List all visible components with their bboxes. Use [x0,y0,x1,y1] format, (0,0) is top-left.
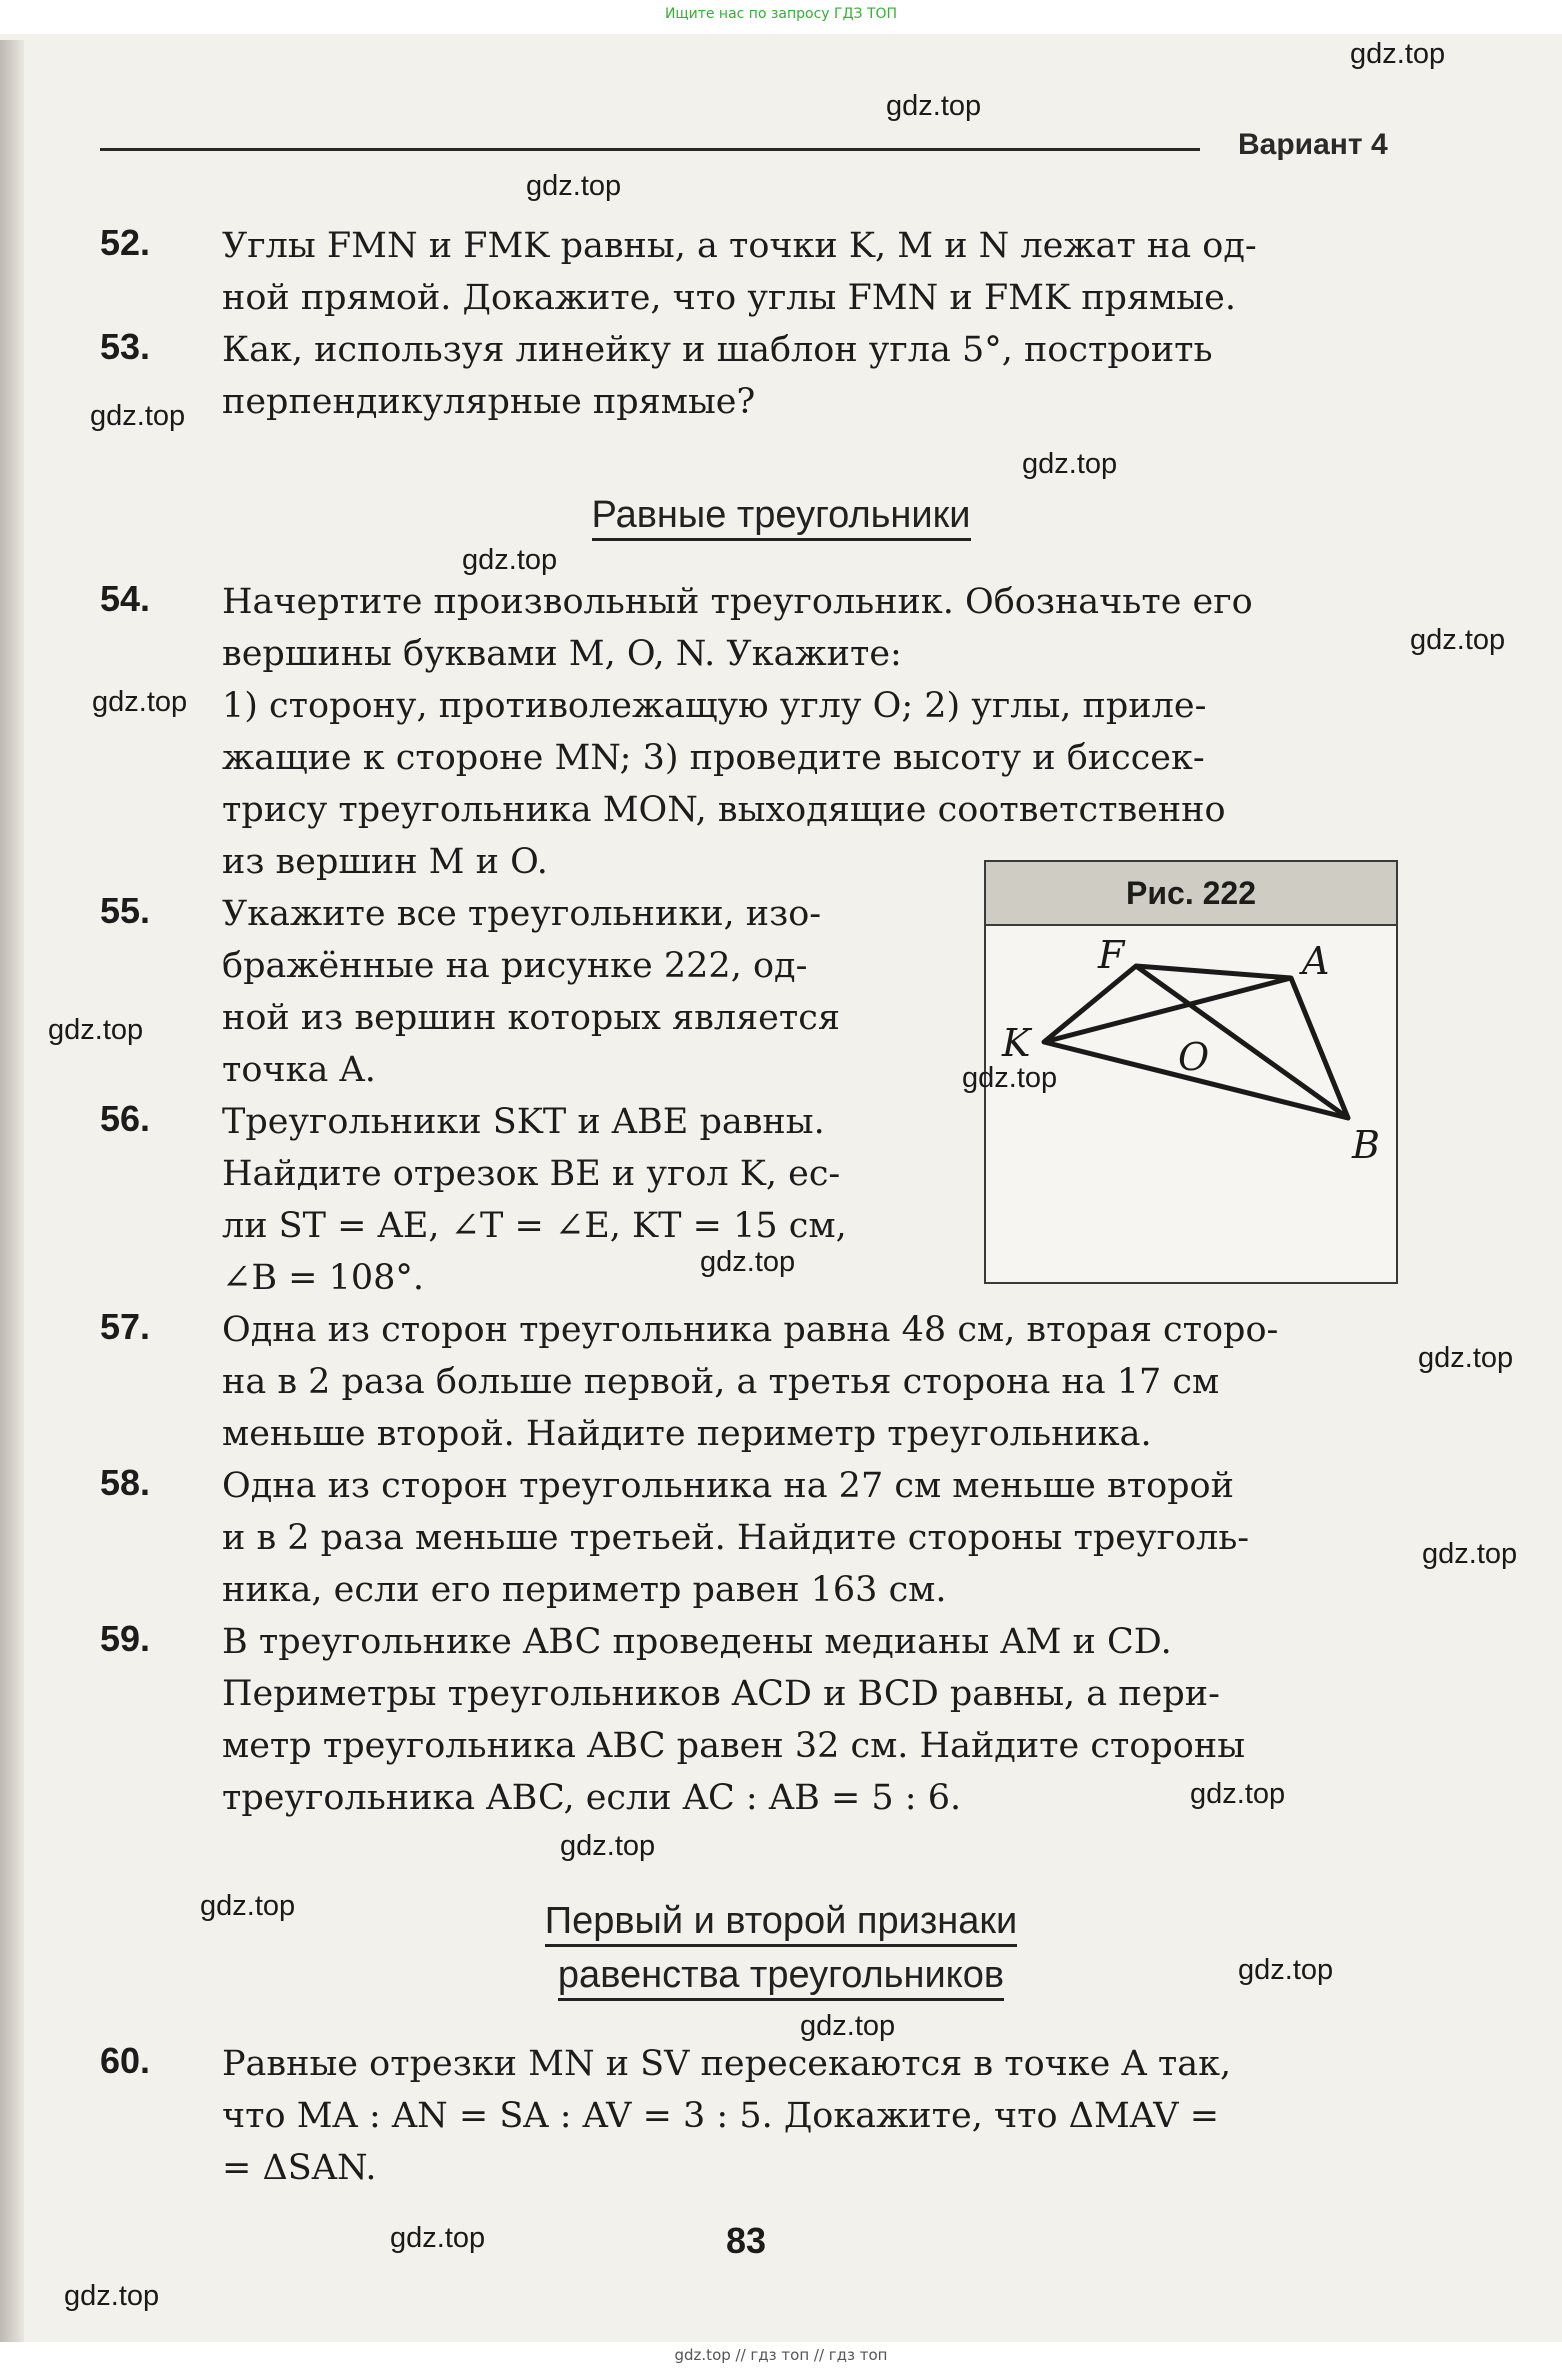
problem-number: 55. [100,890,151,931]
problem-line: точка A. [222,1050,376,1090]
vertex-label-f: F [1098,933,1125,977]
problem-line: что MA : AN = SA : AV = 3 : 5. Докажите, что ΔMAV = [222,2096,1220,2136]
problem-line: метр треугольника ABC равен 32 см. Найдите стороны [222,1726,1246,1766]
watermark: gdz.top [1022,448,1118,480]
watermark: gdz.top [200,1890,296,1922]
watermark: gdz.top [1238,1954,1334,1986]
page-edge-shadow [0,40,24,2374]
problem-text [222,1460,1249,1616]
watermark: gdz.top [1422,1538,1518,1570]
section-title-line1: Первый и второй признаки [545,1900,1018,1947]
problem-line: Периметры треугольников ACD и BCD равны, а пери- [222,1674,1220,1714]
problem-text [222,576,1253,888]
watermark: gdz.top [1350,38,1446,70]
header-rule [100,148,1200,151]
watermark: gdz.top [390,2222,486,2254]
figure-diagram [986,926,1396,1280]
problem-line: = ΔSAN. [222,2148,377,2188]
problem-number: 58. [100,1462,151,1503]
problem-line: В треугольнике ABC проведены медианы AM и CD. [222,1622,1172,1662]
footer-links: gdz.top // гдз топ // гдз топ [674,2346,888,2364]
figure-title: Рис. 222 [986,862,1396,926]
vertex-label-b: B [1352,1123,1380,1167]
problem-number: 57. [100,1306,151,1347]
problem-line: Начертите произвольный треугольник. Обозначьте его [222,582,1253,622]
section-heading [0,494,1562,537]
problem-line: ника, если его периметр равен 163 см. [222,1570,947,1610]
problem-text [222,1304,1278,1460]
problem-line: трису треугольника MON, выходящие соответственно [222,790,1226,830]
point-label-o: O [1178,1035,1210,1079]
problem-text [222,888,840,1096]
problem-line: Треугольники SKT и ABE равны. [222,1102,825,1142]
problem-line: ∠B = 108°. [222,1258,425,1298]
watermark: gdz.top [962,1062,1058,1094]
watermark: gdz.top [64,2280,160,2312]
problem-line: Одна из сторон треугольника на 27 см меньше второй [222,1466,1234,1506]
problem-line: 1) сторону, противолежащую углу O; 2) углы, приле- [222,686,1207,726]
problem-text [222,1616,1245,1824]
watermark: gdz.top [560,1830,656,1862]
problem-line: треугольника ABC, если AC : AB = 5 : 6. [222,1778,962,1818]
problem-line: ной прямой. Докажите, что углы FMN и FMK прямые. [222,278,1236,318]
problem-number: 52. [100,222,151,263]
problem-line: меньше второй. Найдите периметр треугольника. [222,1414,1152,1454]
problem-line: из вершин M и O. [222,842,548,882]
variant-header: Вариант 4 [1238,128,1388,161]
problem-line: ли ST = AE, ∠T = ∠E, KT = 15 см, [222,1206,847,1246]
vertex-label-k: K [1002,1021,1031,1065]
problem-number: 54. [100,578,151,619]
problem-line: Равные отрезки MN и SV пересекаются в точке A так, [222,2044,1232,2084]
section-title-line2: равенства треугольников [558,1954,1004,2001]
problem-line: вершины буквами M, O, N. Укажите: [222,634,902,674]
watermark: gdz.top [1190,1778,1286,1810]
problem-line: Углы FMN и FMK равны, а точки K, M и N лежат на од- [222,226,1257,266]
watermark: gdz.top [1410,624,1506,656]
problem-number: 60. [100,2040,151,2081]
page-number: 83 [726,2220,767,2261]
problem-line: бражённые на рисунке 222, од- [222,946,808,986]
problem-line: перпендикулярные прямые? [222,382,756,422]
top-banner: Ищите нас по запросу ГДЗ ТОП [664,6,898,22]
problem-line: Как, используя линейку и шаблон угла 5°, построить [222,330,1213,370]
problem-line: жащие к стороне MN; 3) проведите высоту и биссек- [222,738,1205,778]
watermark: gdz.top [1418,1342,1514,1374]
problem-line: и в 2 раза меньше третьей. Найдите стороны треуголь- [222,1518,1250,1558]
watermark: gdz.top [700,1246,796,1278]
problem-line: Одна из сторон треугольника равна 48 см, вторая сторо- [222,1310,1279,1350]
watermark: gdz.top [886,90,982,122]
watermark: gdz.top [92,686,188,718]
problem-number: 56. [100,1098,151,1139]
watermark: gdz.top [90,400,186,432]
problem-number: 59. [100,1618,151,1659]
problem-text [222,324,1213,428]
section-title: Равные треугольники [592,494,971,541]
watermark: gdz.top [800,2010,896,2042]
watermark: gdz.top [526,170,622,202]
vertex-label-a: A [1302,939,1330,983]
problem-text [222,220,1257,324]
problem-number: 53. [100,326,151,367]
problem-text [222,2038,1231,2194]
watermark: gdz.top [48,1014,144,1046]
problem-line: Найдите отрезок BE и угол K, ес- [222,1154,841,1194]
problem-line: ной из вершин которых является [222,998,840,1038]
problem-line: Укажите все треугольники, изо- [222,894,822,934]
watermark: gdz.top [462,544,558,576]
problem-line: на в 2 раза больше первой, а третья сторона на 17 см [222,1362,1220,1402]
